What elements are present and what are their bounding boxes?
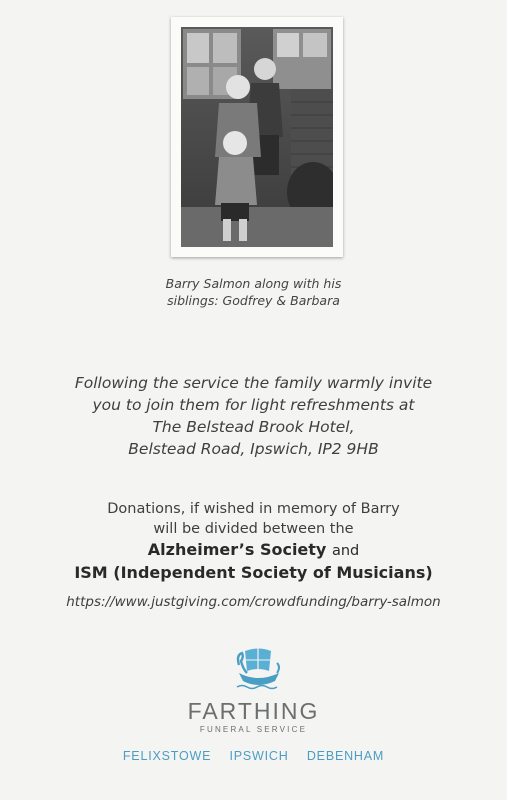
family-photo (181, 27, 333, 247)
refreshments-invitation (0, 372, 507, 460)
justgiving-link[interactable]: https://www.justgiving.com/crowdfunding/barry-salmon (66, 594, 441, 610)
family-photo-icon (181, 27, 333, 247)
donations-section (0, 499, 507, 584)
brand-name: FARTHING (187, 698, 320, 724)
viking-ship-icon (233, 643, 283, 693)
location-felixstowe: FELIXSTOWE (122, 749, 212, 763)
invite-line-1: Following the service the family warmly invite (74, 374, 433, 392)
donations-line-2: will be divided between the (153, 521, 354, 537)
charity-2-name: ISM (Independent Society of Musicians) (74, 563, 433, 582)
branch-locations (0, 749, 507, 763)
photo-frame (171, 17, 343, 257)
donations-line-1: Donations, if wished in memory of Barry (107, 501, 400, 517)
charity-1-name: Alzheimer’s Society (147, 540, 327, 559)
location-ipswich: IPSWICH (229, 749, 289, 763)
venue-name: The Belstead Brook Hotel, (152, 418, 355, 436)
invite-line-2: you to join them for light refreshments at (92, 396, 415, 414)
caption-line-2: siblings: Godfrey & Barbara (167, 293, 340, 308)
charity-conjunction: and (331, 543, 360, 559)
location-debenham: DEBENHAM (306, 749, 385, 763)
venue-address: Belstead Road, Ipswich, IP2 9HB (128, 440, 379, 458)
photo-caption (0, 275, 507, 309)
charity-1-row (0, 539, 507, 562)
caption-line-1: Barry Salmon along with his (165, 276, 342, 291)
brand-tagline: FUNERAL SERVICE (199, 725, 308, 734)
